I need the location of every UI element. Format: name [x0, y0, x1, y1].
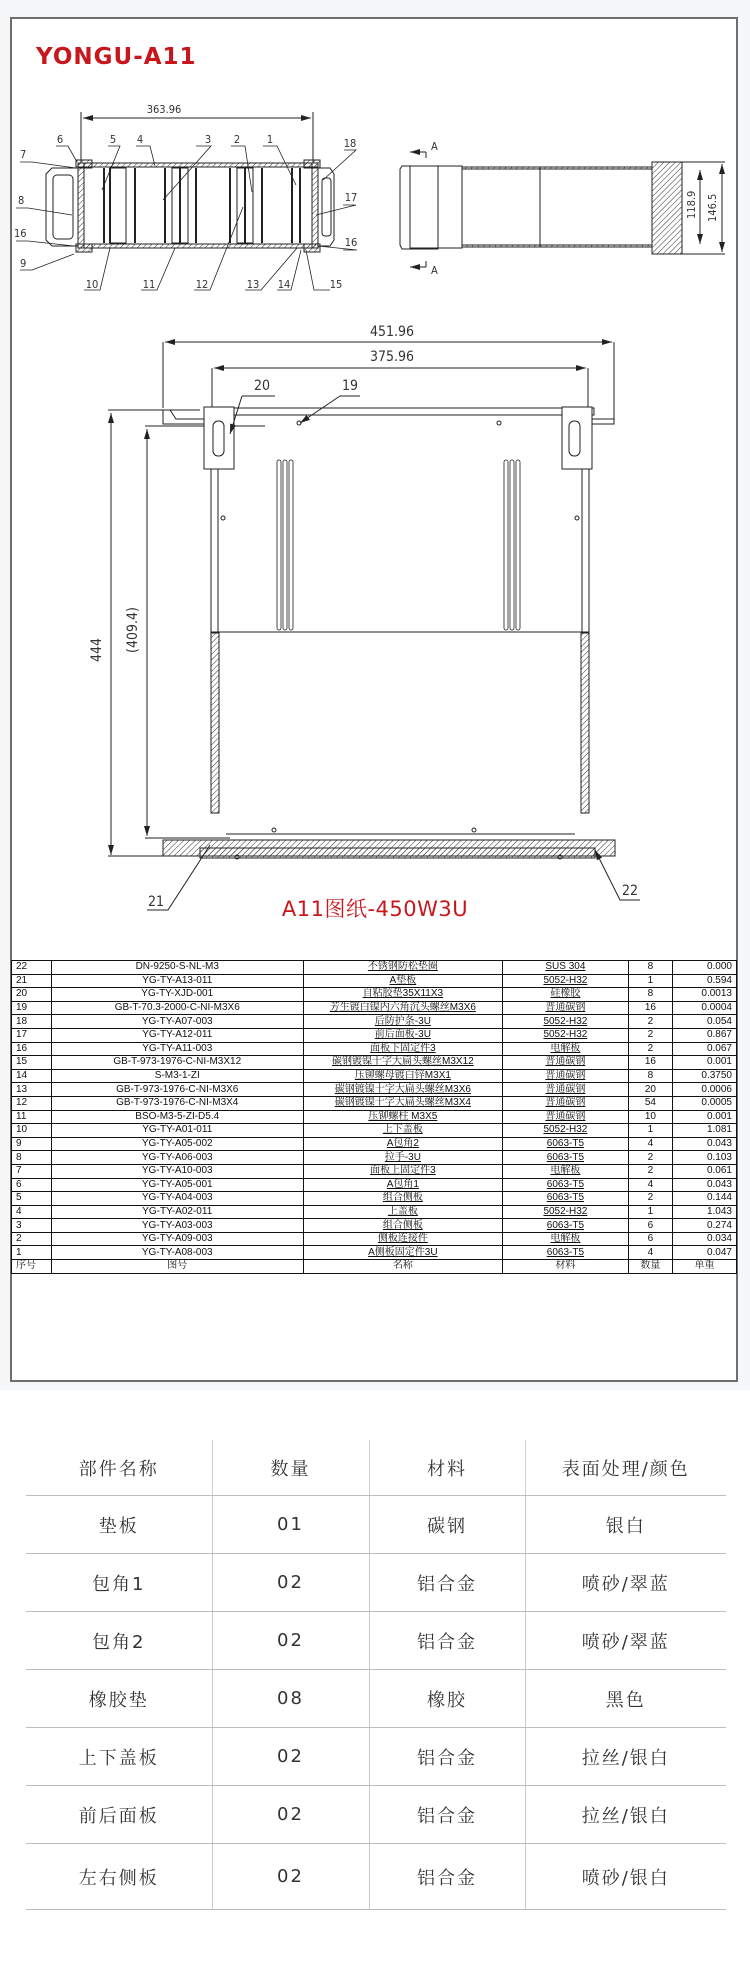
dim-146-5: 146.5 — [706, 193, 719, 222]
spec-row — [26, 1554, 726, 1612]
bom-unit-weight: 0.0004 — [672, 1001, 736, 1015]
bom-unit-weight: 1.081 — [672, 1124, 736, 1138]
bom-row — [12, 1069, 737, 1083]
spec-quantity: 02 — [212, 1612, 369, 1670]
bom-material: 6063-T5 — [502, 1178, 628, 1192]
spec-quantity: 02 — [212, 1844, 369, 1910]
bom-row — [12, 1001, 737, 1015]
bom-unit-weight: 0.103 — [672, 1151, 736, 1165]
bom-part-name: 前后面板-3U — [303, 1028, 502, 1042]
spec-material: 铝合金 — [369, 1844, 525, 1910]
svg-text:6: 6 — [56, 133, 64, 146]
bom-item-number: 4 — [12, 1205, 52, 1219]
svg-text:5: 5 — [109, 133, 117, 146]
bom-unit-weight: 0.061 — [672, 1164, 736, 1178]
bom-row — [12, 1192, 737, 1206]
bom-item-number: 21 — [12, 974, 52, 988]
bom-material: 6063-T5 — [502, 1192, 628, 1206]
svg-text:10: 10 — [85, 278, 99, 291]
svg-text:21: 21 — [147, 894, 165, 910]
bom-row — [12, 974, 737, 988]
bom-row — [12, 1164, 737, 1178]
bom-row — [12, 1042, 737, 1056]
dim-118-9: 118.9 — [685, 190, 698, 219]
bom-part-name: 组合侧板 — [303, 1192, 502, 1206]
spec-quantity: 08 — [212, 1670, 369, 1728]
dim-444: 444 — [89, 637, 105, 663]
bom-unit-weight: 0.3750 — [672, 1069, 736, 1083]
bom-part-name: 碳钢镀镍十字大扁头螺丝M3X6 — [303, 1083, 502, 1097]
bom-quantity: 1 — [628, 1124, 672, 1138]
svg-text:3: 3 — [204, 133, 212, 146]
bom-item-number: 13 — [12, 1083, 52, 1097]
bom-material: 电解板 — [502, 1042, 628, 1056]
bom-item-number: 8 — [12, 1151, 52, 1165]
bom-material: 5052-H32 — [502, 1028, 628, 1042]
bom-part-name: 面板下固定件3 — [303, 1042, 502, 1056]
bom-quantity: 8 — [628, 961, 672, 975]
bom-material: 硅橡胶 — [502, 988, 628, 1002]
spec-row — [26, 1844, 726, 1910]
bom-part-name: 组合侧板 — [303, 1219, 502, 1233]
svg-text:A: A — [431, 264, 438, 277]
spec-header-finish-color: 表面处理/颜色 — [525, 1440, 726, 1496]
bom-material: 5052-H32 — [502, 1124, 628, 1138]
bom-drawing-code: S-M3-1-ZI — [51, 1069, 303, 1083]
bom-row — [12, 961, 737, 975]
bom-quantity: 16 — [628, 1056, 672, 1070]
bom-material: 5052-H32 — [502, 974, 628, 988]
component-spec-table — [26, 1440, 726, 1910]
spec-quantity: 02 — [212, 1554, 369, 1612]
bom-item-number: 7 — [12, 1164, 52, 1178]
top-view — [108, 342, 640, 910]
bom-unit-weight: 1.043 — [672, 1205, 736, 1219]
bom-material: 普通碳钢 — [502, 1056, 628, 1070]
bom-quantity: 2 — [628, 1151, 672, 1165]
bom-item-number: 3 — [12, 1219, 52, 1233]
spec-part-name: 上下盖板 — [26, 1728, 212, 1786]
bom-material: 普通碳钢 — [502, 1096, 628, 1110]
bom-row — [12, 1124, 737, 1138]
bom-unit-weight: 0.043 — [672, 1137, 736, 1151]
bom-header-row — [12, 1260, 737, 1274]
bom-drawing-code: YG-TY-A09-003 — [51, 1232, 303, 1246]
bom-item-number: 18 — [12, 1015, 52, 1029]
bom-part-name: 压铆螺柱 M3X5 — [303, 1110, 502, 1124]
bom-unit-weight: 0.001 — [672, 1110, 736, 1124]
bom-part-name: 侧板连接件 — [303, 1232, 502, 1246]
bom-drawing-code: YG-TY-A01-011 — [51, 1124, 303, 1138]
bom-unit-weight: 0.000 — [672, 961, 736, 975]
bom-part-name: 碳钢镀镍十字大扁头螺丝M3X4 — [303, 1096, 502, 1110]
svg-text:13: 13 — [246, 278, 260, 291]
bom-item-number: 5 — [12, 1192, 52, 1206]
spec-finish-color: 喷砂/翠蓝 — [525, 1612, 726, 1670]
bom-material: 6063-T5 — [502, 1246, 628, 1260]
svg-text:8: 8 — [18, 194, 25, 207]
bom-quantity: 6 — [628, 1232, 672, 1246]
bom-header-material: 材料 — [502, 1260, 628, 1274]
front-view — [46, 112, 334, 252]
bom-material: 6063-T5 — [502, 1137, 628, 1151]
bom-quantity: 1 — [628, 974, 672, 988]
spec-row — [26, 1728, 726, 1786]
bom-item-number: 17 — [12, 1028, 52, 1042]
svg-text:7: 7 — [20, 148, 27, 161]
bom-drawing-code: YG-TY-A05-001 — [51, 1178, 303, 1192]
svg-text:4: 4 — [136, 133, 144, 146]
spec-row — [26, 1496, 726, 1554]
spec-header-material: 材料 — [369, 1440, 525, 1496]
bom-material: 普通碳钢 — [502, 1110, 628, 1124]
bom-material: 5052-H32 — [502, 1015, 628, 1029]
spec-material: 铝合金 — [369, 1786, 525, 1844]
spec-material: 碳钢 — [369, 1496, 525, 1554]
bom-item-number: 11 — [12, 1110, 52, 1124]
svg-text:2: 2 — [233, 133, 241, 146]
bom-quantity: 2 — [628, 1164, 672, 1178]
bom-part-name: 面板上固定件3 — [303, 1164, 502, 1178]
bom-quantity: 4 — [628, 1246, 672, 1260]
bom-item-number: 20 — [12, 988, 52, 1002]
brand-title: YONGU-A11 — [36, 44, 197, 70]
dim-409-4: (409.4) — [125, 607, 141, 653]
spec-finish-color: 喷砂/银白 — [525, 1844, 726, 1910]
spec-part-name: 包角2 — [26, 1612, 212, 1670]
bom-part-name: 上下盖板 — [303, 1124, 502, 1138]
bom-part-name: 不锈钢防松垫圈 — [303, 961, 502, 975]
bom-part-name: 自粘胶垫35X11X3 — [303, 988, 502, 1002]
svg-text:A: A — [431, 140, 438, 153]
spec-quantity: 02 — [212, 1728, 369, 1786]
svg-text:11: 11 — [142, 278, 156, 291]
bom-item-number: 14 — [12, 1069, 52, 1083]
bom-drawing-code: YG-TY-A10-003 — [51, 1164, 303, 1178]
bom-unit-weight: 0.054 — [672, 1015, 736, 1029]
drawing-caption: A11图纸-450W3U — [281, 897, 469, 921]
bom-drawing-code: YG-TY-A04-003 — [51, 1192, 303, 1206]
bom-header-weight: 单重 — [672, 1260, 736, 1274]
dim-375-96: 375.96 — [369, 349, 415, 365]
bom-quantity: 8 — [628, 988, 672, 1002]
spec-finish-color: 拉丝/银白 — [525, 1728, 726, 1786]
bom-unit-weight: 0.594 — [672, 974, 736, 988]
spec-header-part-name: 部件名称 — [26, 1440, 212, 1496]
bom-drawing-code: GB-T-973-1976-C-NI-M3X4 — [51, 1096, 303, 1110]
bom-quantity: 8 — [628, 1069, 672, 1083]
bom-material: 普通碳钢 — [502, 1001, 628, 1015]
bom-part-name: 压铆螺母镀白锌M3X1 — [303, 1069, 502, 1083]
bom-header-code: 图号 — [51, 1260, 303, 1274]
svg-text:16: 16 — [344, 236, 358, 249]
bom-part-name: 芳生镀白镍内六角沉头螺丝M3X6 — [303, 1001, 502, 1015]
svg-text:12: 12 — [195, 278, 209, 291]
spec-material: 橡胶 — [369, 1670, 525, 1728]
bom-unit-weight: 0.867 — [672, 1028, 736, 1042]
spec-finish-color: 喷砂/翠蓝 — [525, 1554, 726, 1612]
bom-material: 电解板 — [502, 1232, 628, 1246]
bom-part-name: A垫板 — [303, 974, 502, 988]
bom-drawing-code: YG-TY-A03-003 — [51, 1219, 303, 1233]
bom-drawing-code: YG-TY-A05-002 — [51, 1137, 303, 1151]
bom-unit-weight: 0.0006 — [672, 1083, 736, 1097]
dim-451-96: 451.96 — [369, 324, 415, 340]
bom-drawing-code: GB-T-973-1976-C-NI-M3X12 — [51, 1056, 303, 1070]
svg-text:22: 22 — [621, 883, 639, 899]
bom-quantity: 6 — [628, 1219, 672, 1233]
svg-text:20: 20 — [253, 378, 271, 394]
bom-row — [12, 1096, 737, 1110]
bom-drawing-code: YG-TY-A12-011 — [51, 1028, 303, 1042]
bom-header-quantity: 数量 — [628, 1260, 672, 1274]
spec-header-quantity: 数量 — [212, 1440, 369, 1496]
bom-unit-weight: 0.144 — [672, 1192, 736, 1206]
svg-text:18: 18 — [343, 137, 357, 150]
bom-quantity: 16 — [628, 1001, 672, 1015]
bom-drawing-code: YG-TY-A11-003 — [51, 1042, 303, 1056]
spec-part-name: 前后面板 — [26, 1786, 212, 1844]
svg-text:1: 1 — [266, 133, 274, 146]
bom-material: 5052-H32 — [502, 1205, 628, 1219]
bom-drawing-code: YG-TY-XJD-001 — [51, 988, 303, 1002]
bom-material: 电解板 — [502, 1164, 628, 1178]
spec-material: 铝合金 — [369, 1554, 525, 1612]
bom-unit-weight: 0.0013 — [672, 988, 736, 1002]
bom-item-number: 10 — [12, 1124, 52, 1138]
bom-unit-weight: 0.067 — [672, 1042, 736, 1056]
spec-part-name: 包角1 — [26, 1554, 212, 1612]
bom-header-number: 序号 — [12, 1260, 52, 1274]
technical-drawing — [0, 0, 750, 960]
bom-row — [12, 1015, 737, 1029]
spec-row — [26, 1670, 726, 1728]
bom-drawing-code: GB-T-70.3-2000-C-NI-M3X6 — [51, 1001, 303, 1015]
bom-drawing-code: YG-TY-A07-003 — [51, 1015, 303, 1029]
spec-part-name: 垫板 — [26, 1496, 212, 1554]
bom-part-name: 后防护条-3U — [303, 1015, 502, 1029]
bom-row — [12, 1246, 737, 1260]
bom-quantity: 4 — [628, 1178, 672, 1192]
spec-material: 铝合金 — [369, 1612, 525, 1670]
bom-part-name: A包角1 — [303, 1178, 502, 1192]
bom-row — [12, 1219, 737, 1233]
bom-quantity: 2 — [628, 1015, 672, 1029]
bom-drawing-code: YG-TY-A13-011 — [51, 974, 303, 988]
bom-item-number: 15 — [12, 1056, 52, 1070]
bom-material: 6063-T5 — [502, 1151, 628, 1165]
spec-row — [26, 1612, 726, 1670]
bom-material: 6063-T5 — [502, 1219, 628, 1233]
bom-unit-weight: 0.043 — [672, 1178, 736, 1192]
spec-row — [26, 1786, 726, 1844]
bom-item-number: 9 — [12, 1137, 52, 1151]
spec-material: 铝合金 — [369, 1728, 525, 1786]
bom-row — [12, 1232, 737, 1246]
bom-drawing-code: YG-TY-A08-003 — [51, 1246, 303, 1260]
bom-quantity: 10 — [628, 1110, 672, 1124]
bom-unit-weight: 0.274 — [672, 1219, 736, 1233]
bom-row — [12, 1083, 737, 1097]
svg-text:15: 15 — [329, 278, 343, 291]
bom-header-name: 名称 — [303, 1260, 502, 1274]
bom-material: 普通碳钢 — [502, 1069, 628, 1083]
bom-item-number: 19 — [12, 1001, 52, 1015]
svg-text:19: 19 — [341, 378, 359, 394]
bom-drawing-code: GB-T-973-1976-C-NI-M3X6 — [51, 1083, 303, 1097]
bom-item-number: 22 — [12, 961, 52, 975]
bom-drawing-code: YG-TY-A02-011 — [51, 1205, 303, 1219]
bom-row — [12, 1178, 737, 1192]
bom-quantity: 4 — [628, 1137, 672, 1151]
bom-material: SUS 304 — [502, 961, 628, 975]
bom-row — [12, 1028, 737, 1042]
bom-part-name: 上盖板 — [303, 1205, 502, 1219]
spec-finish-color: 拉丝/银白 — [525, 1786, 726, 1844]
bom-row — [12, 988, 737, 1002]
bom-drawing-code: DN-9250-S-NL-M3 — [51, 961, 303, 975]
bom-quantity: 54 — [628, 1096, 672, 1110]
svg-text:17: 17 — [344, 191, 358, 204]
bom-material: 普通碳钢 — [502, 1083, 628, 1097]
svg-text:16: 16 — [14, 227, 27, 240]
side-view — [400, 152, 725, 267]
bom-quantity: 20 — [628, 1083, 672, 1097]
spec-quantity: 01 — [212, 1496, 369, 1554]
bill-of-materials-table — [11, 960, 737, 1274]
bom-row — [12, 1205, 737, 1219]
spec-part-name: 橡胶垫 — [26, 1670, 212, 1728]
bom-part-name: 拉手-3U — [303, 1151, 502, 1165]
bom-row — [12, 1151, 737, 1165]
spec-part-name: 左右侧板 — [26, 1844, 212, 1910]
bom-quantity: 2 — [628, 1028, 672, 1042]
bom-unit-weight: 0.034 — [672, 1232, 736, 1246]
bom-part-name: 碳钢镀镍十字大扁头螺丝M3X12 — [303, 1056, 502, 1070]
spec-finish-color: 黑色 — [525, 1670, 726, 1728]
bom-item-number: 2 — [12, 1232, 52, 1246]
spec-finish-color: 银白 — [525, 1496, 726, 1554]
bom-item-number: 6 — [12, 1178, 52, 1192]
bom-unit-weight: 0.0005 — [672, 1096, 736, 1110]
bom-drawing-code: BSO-M3-5-ZI-D5.4 — [51, 1110, 303, 1124]
dim-363-96: 363.96 — [146, 103, 182, 116]
bom-part-name: A包角2 — [303, 1137, 502, 1151]
bom-unit-weight: 0.001 — [672, 1056, 736, 1070]
bom-part-name: A侧板固定件3U — [303, 1246, 502, 1260]
svg-text:14: 14 — [277, 278, 291, 291]
bom-row — [12, 1110, 737, 1124]
svg-text:9: 9 — [20, 257, 27, 270]
bom-row — [12, 1137, 737, 1151]
spec-header-row — [26, 1440, 726, 1496]
bom-unit-weight: 0.047 — [672, 1246, 736, 1260]
bom-drawing-code: YG-TY-A06-003 — [51, 1151, 303, 1165]
bom-quantity: 2 — [628, 1042, 672, 1056]
bom-item-number: 12 — [12, 1096, 52, 1110]
spec-quantity: 02 — [212, 1786, 369, 1844]
bom-row — [12, 1056, 737, 1070]
bom-quantity: 1 — [628, 1205, 672, 1219]
bom-quantity: 2 — [628, 1192, 672, 1206]
bom-item-number: 1 — [12, 1246, 52, 1260]
bom-item-number: 16 — [12, 1042, 52, 1056]
